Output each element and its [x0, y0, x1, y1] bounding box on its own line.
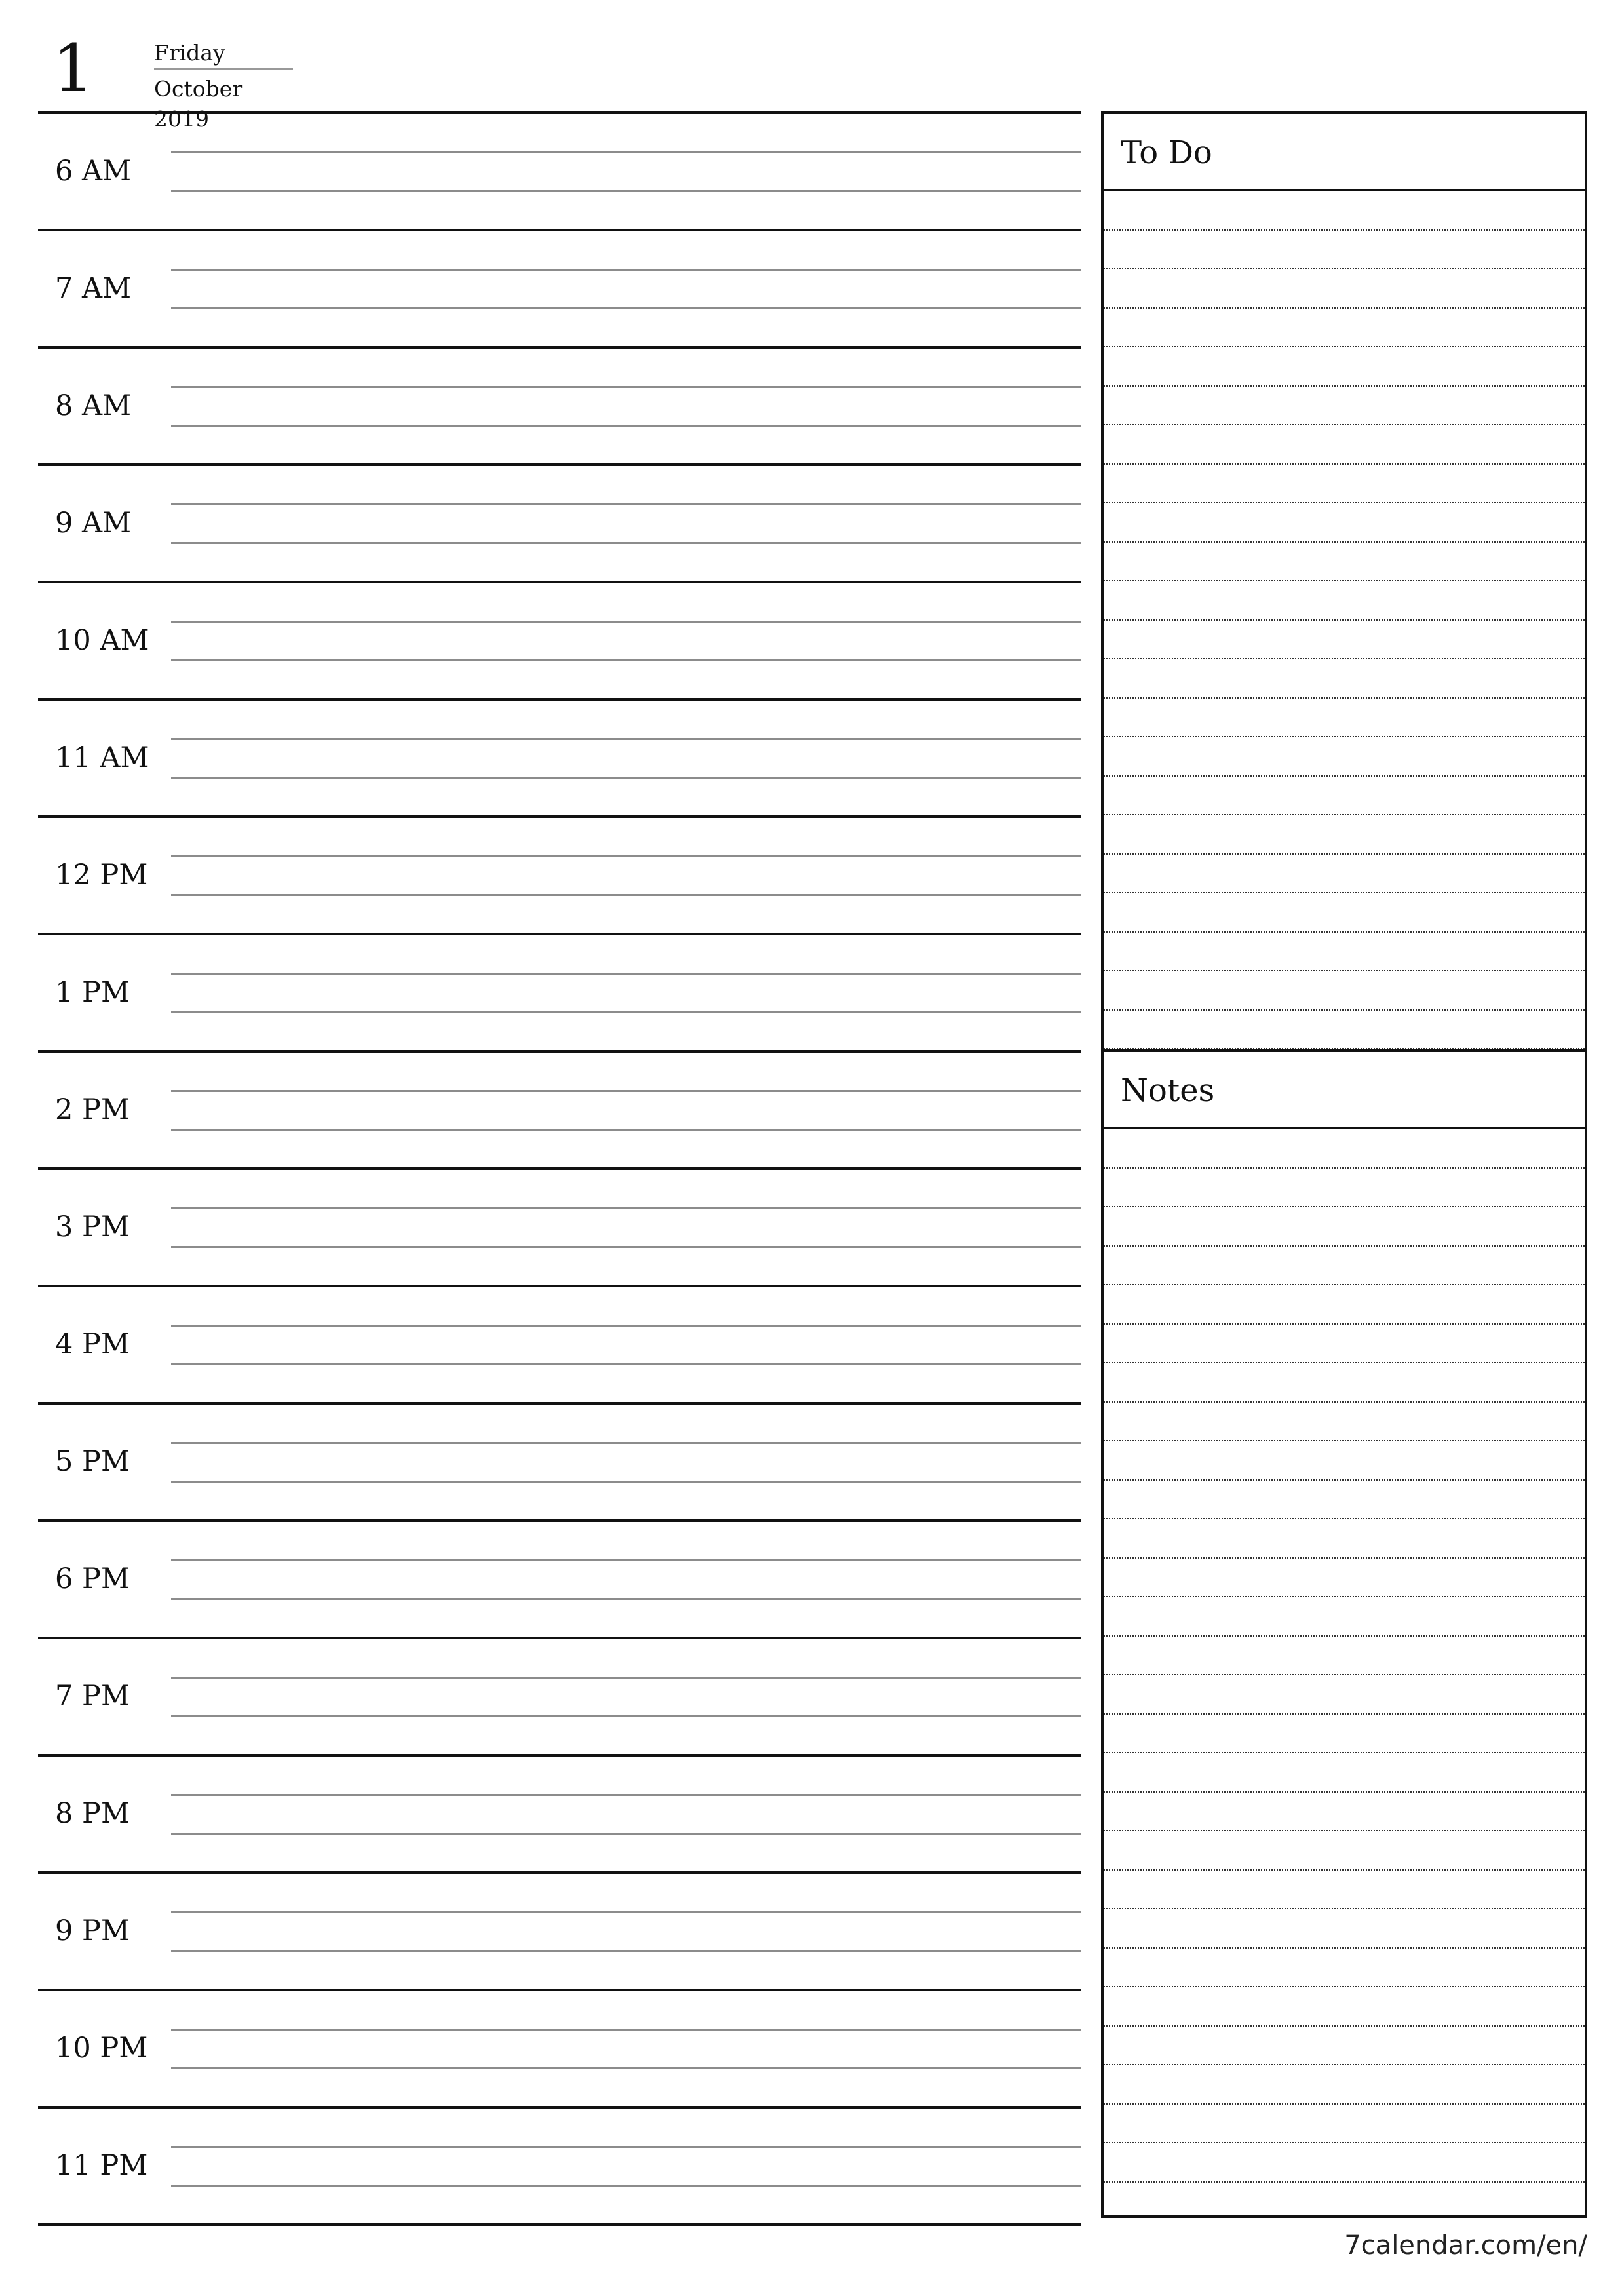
schedule-slot	[38, 1522, 1081, 1639]
schedule-slot	[38, 2109, 1081, 2226]
slot-time-label: 1 PM	[55, 976, 130, 1009]
slot-writing-line[interactable]	[171, 973, 1081, 975]
slot-writing-line[interactable]	[171, 1129, 1081, 1131]
ruled-line[interactable]	[1104, 1871, 1585, 1910]
schedule-slot	[38, 466, 1081, 583]
ruled-line[interactable]	[1104, 1597, 1585, 1637]
slot-writing-line[interactable]	[171, 386, 1081, 388]
slot-time-label: 11 AM	[55, 741, 149, 774]
side-panel	[1101, 111, 1587, 2218]
slot-writing-line[interactable]	[171, 1833, 1081, 1835]
slot-time-label: 6 PM	[55, 1563, 130, 1595]
slot-writing-line[interactable]	[171, 503, 1081, 505]
schedule-slot	[38, 583, 1081, 701]
ruled-line[interactable]	[1104, 1637, 1585, 1676]
ruled-line[interactable]	[1104, 1403, 1585, 1442]
slot-time-label: 8 AM	[55, 389, 132, 422]
schedule-slot	[38, 1405, 1081, 1522]
slot-writing-line[interactable]	[171, 151, 1081, 153]
slot-time-label: 7 PM	[55, 1680, 130, 1713]
ruled-line[interactable]	[1104, 971, 1585, 1011]
ruled-line[interactable]	[1104, 503, 1585, 543]
schedule-slot	[38, 231, 1081, 349]
ruled-line[interactable]	[1104, 2027, 1585, 2066]
slot-writing-line[interactable]	[171, 1246, 1081, 1248]
slot-writing-line[interactable]	[171, 2067, 1081, 2069]
slot-time-label: 6 AM	[55, 155, 132, 187]
ruled-line[interactable]	[1104, 1169, 1585, 1208]
slot-time-label: 7 AM	[55, 272, 132, 305]
slot-time-label: 9 AM	[55, 507, 132, 539]
schedule-slot	[38, 701, 1081, 818]
ruled-line[interactable]	[1104, 269, 1585, 309]
ruled-line[interactable]	[1104, 1987, 1585, 2027]
ruled-line[interactable]	[1104, 309, 1585, 348]
ruled-line[interactable]	[1104, 815, 1585, 855]
slot-time-label: 2 PM	[55, 1093, 130, 1126]
ruled-line[interactable]	[1104, 465, 1585, 504]
slot-writing-line[interactable]	[171, 894, 1081, 896]
ruled-line[interactable]	[1104, 2105, 1585, 2144]
slot-writing-line[interactable]	[171, 777, 1081, 779]
todo-title: To Do	[1104, 114, 1585, 191]
date-meta	[154, 38, 293, 132]
slot-writing-line[interactable]	[171, 425, 1081, 427]
schedule-slot	[38, 1053, 1081, 1170]
ruled-line[interactable]	[1104, 933, 1585, 972]
month-year-label: October 2019	[154, 76, 243, 132]
slot-writing-line[interactable]	[171, 2185, 1081, 2187]
schedule-slot	[38, 114, 1081, 231]
slot-writing-line[interactable]	[171, 542, 1081, 544]
slot-writing-line[interactable]	[171, 1911, 1081, 1913]
ruled-line[interactable]	[1104, 191, 1585, 231]
ruled-line[interactable]	[1104, 387, 1585, 426]
slot-writing-line[interactable]	[171, 1677, 1081, 1679]
ruled-line[interactable]	[1104, 1363, 1585, 1403]
slot-time-label: 9 PM	[55, 1915, 130, 1947]
slot-writing-line[interactable]	[171, 1325, 1081, 1327]
date-divider	[154, 68, 293, 70]
ruled-line[interactable]	[1104, 1247, 1585, 1286]
schedule-slot	[38, 1287, 1081, 1405]
ruled-line[interactable]	[1104, 1675, 1585, 1715]
hourly-schedule	[38, 111, 1081, 2226]
schedule-slot	[38, 1639, 1081, 1757]
slot-writing-line[interactable]	[171, 1950, 1081, 1952]
slot-time-label: 3 PM	[55, 1211, 130, 1243]
ruled-line[interactable]	[1104, 737, 1585, 777]
slot-writing-line[interactable]	[171, 1090, 1081, 1092]
ruled-line[interactable]	[1104, 1715, 1585, 1754]
slot-writing-line[interactable]	[171, 621, 1081, 623]
slot-time-label: 10 PM	[55, 2032, 148, 2065]
ruled-line[interactable]	[1104, 1559, 1585, 1598]
todo-lines	[1104, 191, 1585, 1049]
todo-section	[1104, 114, 1585, 1049]
slot-writing-line[interactable]	[171, 1794, 1081, 1796]
slot-writing-line[interactable]	[171, 1598, 1081, 1600]
ruled-line[interactable]	[1104, 425, 1585, 465]
slot-writing-line[interactable]	[171, 659, 1081, 661]
ruled-line[interactable]	[1104, 1011, 1585, 1050]
footer-site-link[interactable]: 7calendar.com/en/	[1344, 2230, 1587, 2261]
ruled-line[interactable]	[1104, 699, 1585, 738]
slot-writing-line[interactable]	[171, 1481, 1081, 1483]
slot-time-label: 5 PM	[55, 1445, 130, 1478]
ruled-line[interactable]	[1104, 2143, 1585, 2183]
slot-writing-line[interactable]	[171, 1207, 1081, 1209]
slot-writing-line[interactable]	[171, 190, 1081, 192]
slot-writing-line[interactable]	[171, 1363, 1081, 1365]
schedule-slot	[38, 935, 1081, 1053]
ruled-line[interactable]	[1104, 2065, 1585, 2105]
schedule-slot	[38, 1874, 1081, 1991]
notes-section	[1104, 1049, 1585, 2218]
ruled-line[interactable]	[1104, 1325, 1585, 1364]
ruled-line[interactable]	[1104, 855, 1585, 894]
slot-writing-line[interactable]	[171, 1559, 1081, 1561]
ruled-line[interactable]	[1104, 581, 1585, 621]
slot-writing-line[interactable]	[171, 1011, 1081, 1013]
slot-time-label: 11 PM	[55, 2149, 148, 2182]
ruled-line[interactable]	[1104, 1207, 1585, 1247]
day-number: 1	[52, 30, 94, 107]
schedule-slot	[38, 1757, 1081, 1874]
slot-writing-line[interactable]	[171, 738, 1081, 740]
slot-writing-line[interactable]	[171, 2029, 1081, 2031]
slot-writing-line[interactable]	[171, 1442, 1081, 1444]
ruled-line[interactable]	[1104, 777, 1585, 816]
ruled-line[interactable]	[1104, 1481, 1585, 1520]
ruled-line[interactable]	[1104, 1831, 1585, 1871]
slot-writing-line[interactable]	[171, 307, 1081, 309]
ruled-line[interactable]	[1104, 231, 1585, 270]
slot-writing-line[interactable]	[171, 1715, 1081, 1717]
schedule-slot	[38, 1991, 1081, 2109]
ruled-line[interactable]	[1104, 1519, 1585, 1559]
ruled-line[interactable]	[1104, 1441, 1585, 1481]
ruled-line[interactable]	[1104, 1129, 1585, 1169]
slot-time-label: 12 PM	[55, 859, 148, 891]
ruled-line[interactable]	[1104, 893, 1585, 933]
slot-time-label: 8 PM	[55, 1797, 130, 1830]
ruled-line[interactable]	[1104, 1793, 1585, 1832]
schedule-slot	[38, 818, 1081, 935]
ruled-line[interactable]	[1104, 1285, 1585, 1325]
ruled-line[interactable]	[1104, 659, 1585, 699]
slot-time-label: 4 PM	[55, 1328, 130, 1361]
ruled-line[interactable]	[1104, 621, 1585, 660]
slot-writing-line[interactable]	[171, 2146, 1081, 2148]
schedule-slot	[38, 349, 1081, 466]
notes-lines	[1104, 1129, 1585, 2218]
ruled-line[interactable]	[1104, 347, 1585, 387]
notes-title: Notes	[1104, 1052, 1585, 1129]
weekday-label: Friday	[154, 40, 225, 66]
schedule-slot	[38, 1170, 1081, 1287]
ruled-line[interactable]	[1104, 1753, 1585, 1793]
ruled-line[interactable]	[1104, 543, 1585, 582]
ruled-line[interactable]	[1104, 1949, 1585, 1988]
ruled-line[interactable]	[1104, 2183, 1585, 2219]
slot-time-label: 10 AM	[55, 624, 149, 657]
slot-writing-line[interactable]	[171, 269, 1081, 271]
ruled-line[interactable]	[1104, 1909, 1585, 1949]
slot-writing-line[interactable]	[171, 855, 1081, 857]
